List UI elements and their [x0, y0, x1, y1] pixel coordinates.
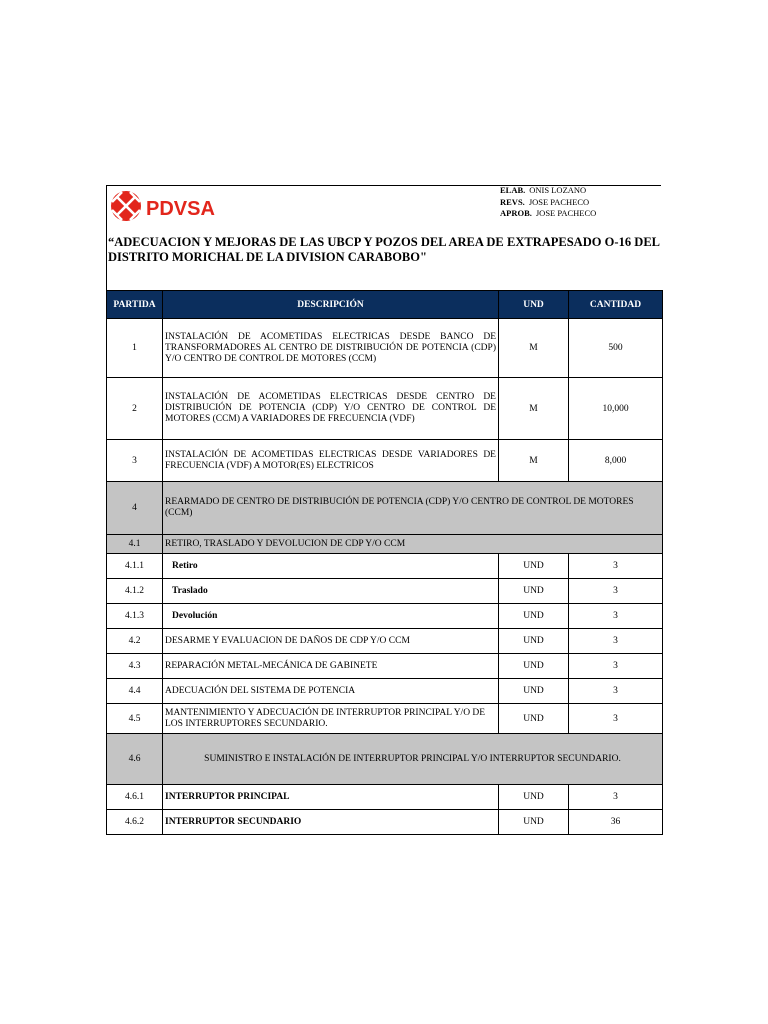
svg-text:PDVSA: PDVSA: [146, 198, 215, 220]
partida-cell: 4.1.3: [107, 604, 163, 629]
cantidad-cell: 36: [569, 810, 663, 835]
descripcion-cell: DESARME Y EVALUACION DE DAÑOS DE CDP Y/O CCM: [163, 629, 499, 654]
col-cantidad: CANTIDAD: [569, 291, 663, 319]
aprob-value: JOSE PACHECO: [535, 208, 597, 218]
col-und: UND: [499, 291, 569, 319]
cantidad-cell: 10,000: [569, 378, 663, 440]
cantidad-cell: 500: [569, 319, 663, 378]
partida-cell: 4.6.2: [107, 810, 163, 835]
und-cell: M: [499, 440, 569, 482]
elab-value: ONIS LOZANO: [529, 185, 587, 195]
descripcion-cell: INSTALACIÓN DE ACOMETIDAS ELECTRICAS DESDE VARIADORES DE FRECUENCIA (VDF) A MOTOR(ES) ELECTRICOS: [163, 440, 499, 482]
partida-cell: 4.4: [107, 679, 163, 704]
cantidad-cell: 3: [569, 654, 663, 679]
und-cell: UND: [499, 654, 569, 679]
partida-cell: 4.1.1: [107, 554, 163, 579]
cantidad-cell: 3: [569, 704, 663, 734]
subsection-row: [107, 535, 663, 554]
partida-cell: 4.3: [107, 654, 163, 679]
section-row: [107, 734, 663, 785]
partida-cell: 4.2: [107, 629, 163, 654]
pdvsa-logo: [108, 188, 230, 226]
und-cell: UND: [499, 810, 569, 835]
descripcion-cell: REPARACIÓN METAL-MECÁNICA DE GABINETE: [163, 654, 499, 679]
section-title-cell: SUMINISTRO E INSTALACIÓN DE INTERRUPTOR PRINCIPAL Y/O INTERRUPTOR SECUNDARIO.: [163, 734, 663, 785]
table-row: [107, 378, 663, 440]
cantidad-cell: 3: [569, 604, 663, 629]
descripcion-cell: INSTALACIÓN DE ACOMETIDAS ELECTRICAS DESDE BANCO DE TRANSFORMADORES AL CENTRO DE DISTRIBUCIÓN DE POTENCIA (CDP) Y/O CENTRO DE CONTROL DE MOTORES (CCM): [163, 319, 499, 378]
subsection-title-cell: RETIRO, TRASLADO Y DEVOLUCION DE CDP Y/O CCM: [163, 535, 663, 554]
partida-cell: 1: [107, 319, 163, 378]
descripcion-cell: MANTENIMIENTO Y ADECUACIÓN DE INTERRUPTOR PRINCIPAL Y/O DE LOS INTERRUPTORES SECUNDARIO.: [163, 704, 499, 734]
cantidad-cell: 3: [569, 785, 663, 810]
table-row: [107, 554, 663, 579]
approval-block: [500, 185, 596, 220]
und-cell: UND: [499, 785, 569, 810]
table-row: [107, 604, 663, 629]
und-cell: UND: [499, 579, 569, 604]
descripcion-cell: INSTALACIÓN DE ACOMETIDAS ELECTRICAS DESDE CENTRO DE DISTRIBUCIÓN DE POTENCIA (CDP) Y/O CENTRO DE CONTROL DE MOTORES (CCM) A VARIADORES DE FRECUENCIA (VDF): [163, 378, 499, 440]
und-cell: M: [499, 319, 569, 378]
und-cell: UND: [499, 629, 569, 654]
items-table: [106, 290, 663, 835]
table-row: [107, 785, 663, 810]
table-row: [107, 704, 663, 734]
descripcion-cell: Traslado: [163, 579, 499, 604]
cantidad-cell: 8,000: [569, 440, 663, 482]
header-left-rule: [106, 185, 107, 290]
cantidad-cell: 3: [569, 679, 663, 704]
descripcion-cell: INTERRUPTOR PRINCIPAL: [163, 785, 499, 810]
und-cell: M: [499, 378, 569, 440]
und-cell: UND: [499, 554, 569, 579]
cantidad-cell: 3: [569, 554, 663, 579]
und-cell: UND: [499, 679, 569, 704]
partida-cell: 4.1: [107, 535, 163, 554]
document-title: “ADECUACION Y MEJORAS DE LAS UBCP Y POZOS DEL AREA DE EXTRAPESADO O-16 DEL DISTRITO MORICHAL DE LA DIVISION CARABOBO": [108, 235, 660, 264]
section-title-cell: REARMADO DE CENTRO DE DISTRIBUCIÓN DE POTENCIA (CDP) Y/O CENTRO DE CONTROL DE MOTORES (CCM): [163, 482, 663, 535]
revs-value: JOSE PACHECO: [528, 196, 590, 207]
table-row: [107, 654, 663, 679]
table-row: [107, 629, 663, 654]
aprob-label: APROB.: [500, 208, 532, 218]
descripcion-cell: Devolución: [163, 604, 499, 629]
table-row: [107, 679, 663, 704]
partida-cell: 4: [107, 482, 163, 535]
table-row: [107, 319, 663, 378]
descripcion-cell: ADECUACIÓN DEL SISTEMA DE POTENCIA: [163, 679, 499, 704]
table-row: [107, 579, 663, 604]
col-partida: PARTIDA: [107, 291, 163, 319]
cantidad-cell: 3: [569, 579, 663, 604]
und-cell: UND: [499, 704, 569, 734]
col-descripcion: DESCRIPCIÓN: [163, 291, 499, 319]
partida-cell: 4.6: [107, 734, 163, 785]
revs-label: REVS.: [500, 196, 525, 207]
elab-label: ELAB.: [500, 185, 526, 195]
table-header-row: [107, 291, 663, 319]
table-row: [107, 810, 663, 835]
partida-cell: 4.5: [107, 704, 163, 734]
table-row: [107, 440, 663, 482]
cantidad-cell: 3: [569, 629, 663, 654]
partida-cell: 3: [107, 440, 163, 482]
partida-cell: 2: [107, 378, 163, 440]
section-row: [107, 482, 663, 535]
partida-cell: 4.1.2: [107, 579, 163, 604]
partida-cell: 4.6.1: [107, 785, 163, 810]
descripcion-cell: Retiro: [163, 554, 499, 579]
und-cell: UND: [499, 604, 569, 629]
descripcion-cell: INTERRUPTOR SECUNDARIO: [163, 810, 499, 835]
